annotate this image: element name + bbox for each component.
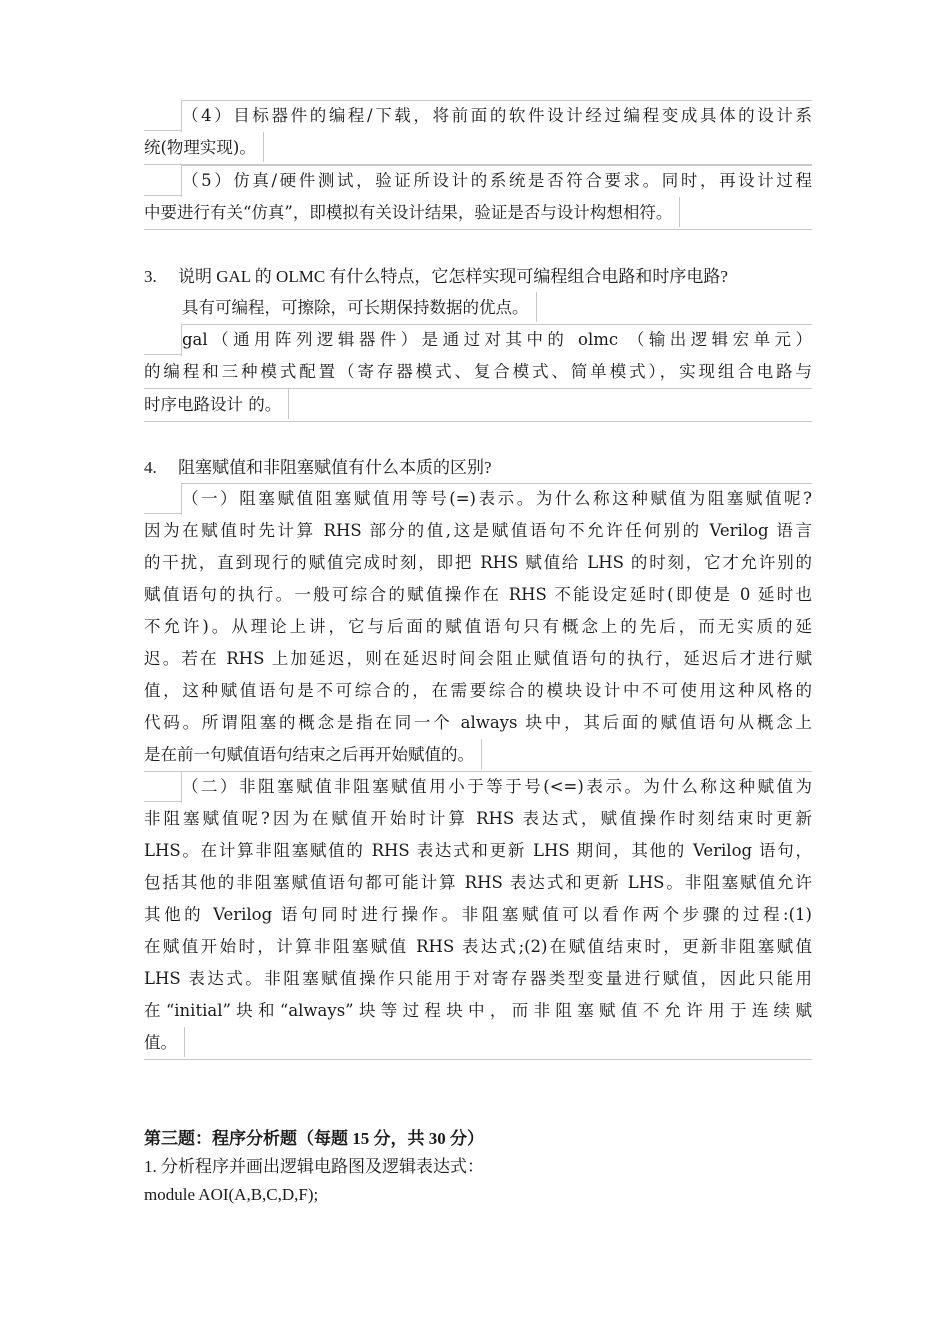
text-line: （4）目标器件的编程/下载，将前面的软件设计经过编程变成具体的设计系 (144, 100, 812, 132)
text-line: 迟。若在 RHS 上加延迟，则在延迟时间会阻止赋值语句的执行，延迟后才进行赋 (144, 649, 812, 668)
text-line: 其他的 Verilog 语句同时进行操作。非阻塞赋值可以看作两个步骤的过程:(1) (144, 905, 812, 924)
question-number: 3. (144, 267, 157, 286)
answer-block-steps (144, 100, 812, 230)
text-line: 代码。所谓阻塞的概念是指在同一个 always 块中，其后面的赋值语句从概念上 (144, 713, 812, 732)
text-line: 因为在赋值时先计算 RHS 部分的值,这是赋值语句不允许任何别的 Verilog 语言 (144, 521, 812, 540)
text-line: LHS。在计算非阻塞赋值的 RHS 表达式和更新 LHS 期间，其他的 Verilog 语句， (144, 841, 812, 860)
text-line: 不允许)。从理论上讲，它与后面的赋值语句只有概念上的先后，而无实质的延 (144, 617, 812, 636)
answer-block-q3 (144, 292, 812, 422)
text-line: 包括其他的非阻塞赋值语句都可能计算 RHS 表达式和更新 LHS。非阻塞赋值允许 (144, 873, 812, 892)
text-line: 的干扰，直到现行的赋值完成时刻，即把 RHS 赋值给 LHS 的时刻，它才允许别的 (144, 553, 812, 572)
text-line: 在赋值开始时，计算非阻塞赋值 RHS 表达式;(2)在赋值结束时，更新非阻塞赋值 (144, 937, 812, 956)
text-line: 统(物理实现)。 (144, 132, 812, 165)
text-line: 具有可编程，可擦除，可长期保持数据的优点。 (144, 292, 812, 324)
text-line: LHS 表达式。非阻塞赋值操作只能用于对寄存器类型变量进行赋值，因此只能用 (144, 969, 812, 988)
text-line: 是在前一句赋值语句结束之后再开始赋值的。 (144, 739, 812, 772)
question-4 (144, 453, 812, 483)
code-line: module AOI(A,B,C,D,F); (144, 1185, 319, 1204)
text-line: （一）阻塞赋值阻塞赋值用等号(=)表示。为什么称这种赋值为阻塞赋值呢? (144, 483, 812, 515)
text-line: 值，这种赋值语句是不可综合的，在需要综合的模块设计中不可使用这种风格的 (144, 681, 812, 700)
text-line: 中要进行有关“仿真”，即模拟有关设计结果，验证是否与设计构想相符。 (144, 197, 812, 230)
question-text: 说明 GAL 的 OLMC 有什么特点，它怎样实现可编程组合电路和时序电路? (178, 267, 728, 286)
text-line: 时序电路设计 的。 (144, 389, 812, 422)
question-text: 阻塞赋值和非阻塞赋值有什么本质的区别? (178, 458, 492, 477)
question-3 (144, 262, 812, 292)
question-number: 4. (144, 458, 157, 477)
text-line: gal（通用阵列逻辑器件）是通过对其中的 olmc （输出逻辑宏单元） (144, 324, 812, 356)
text-line: （5）仿真/硬件测试，验证所设计的系统是否符合要求。同时，再设计过程 (144, 165, 812, 197)
question-item: 1. 分析程序并画出逻辑电路图及逻辑表达式： (144, 1157, 484, 1176)
text-line: 非阻塞赋值呢?因为在赋值开始时计算 RHS 表达式，赋值操作时刻结束时更新 (144, 809, 812, 828)
text-line: 值。 (144, 1027, 812, 1060)
section-heading: 第三题：程序分析题（每题 15 分，共 30 分） (144, 1129, 484, 1148)
text-line: 的编程和三种模式配置（寄存器模式、复合模式、简单模式），实现组合电路与 (144, 356, 812, 389)
answer-block-q4-para2 (144, 771, 812, 1060)
answer-block-q4-para1 (144, 483, 812, 772)
text-line: 在“initial”块和“always”块等过程块中，而非阻塞赋值不允许用于连续赋 (144, 1001, 812, 1020)
text-line: （二）非阻塞赋值非阻塞赋值用小于等于号(<=)表示。为什么称这种赋值为 (144, 771, 812, 803)
text-line: 赋值语句的执行。一般可综合的赋值操作在 RHS 不能设定延时(即使是 0 延时也 (144, 585, 812, 604)
